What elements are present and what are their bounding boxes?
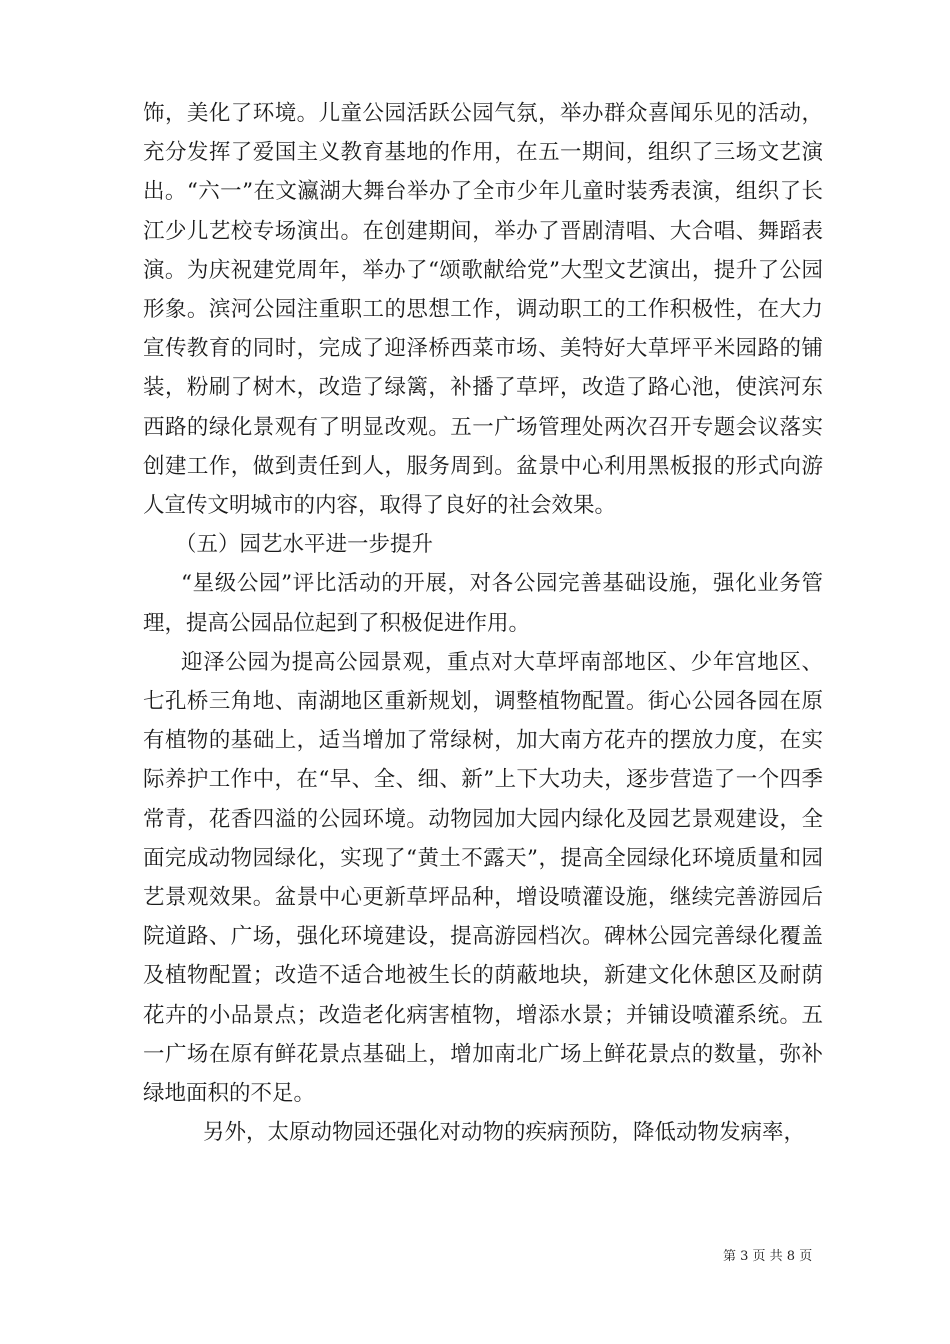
paragraph-continued: 饰，美化了环境。儿童公园活跃公园气氛，举办群众喜闻乐见的活动，充分发挥了爱国主义教育基地的作用，在五一期间，组织了三场文艺演出。“六一”在文瀛湖大舞台举办了全市少年儿童时装秀表演，组织了长江少儿艺校专场演出。在创建期间，举办了晋剧清唱、大合唱、舞蹈表演。为庆祝建党周年，举办了“颂歌献给党”大型文艺演出，提升了公园形象。滨河公园注重职工的思想工作，调动职工的工作积极性，在大力宣传教育的同时，完成了迎泽桥西菜市场、美特好大草坪平米园路的铺装，粉刷了树木，改造了绿篱，补播了草坪，改造了路心池，使滨河东西路的绿化景观有了明显改观。五一广场管理处两次召开专题会议落实创建工作，做到责任到人，服务周到。盆景中心利用黑板报的形式向游人宣传文明城市的内容，取得了良好的社会效果。 [143, 101, 823, 519]
page-number: 第 3 页 共 8 页 [723, 1249, 813, 1264]
document-body [143, 94, 823, 1152]
paragraph-yingze-park: 迎泽公园为提高公园景观，重点对大草坪南部地区、少年宫地区、七孔桥三角地、南湖地区重新规划，调整植物配置。街心公园各园在原有植物的基础上，适当增加了常绿树，加大南方花卉的摆放力度，在实际养护工作中，在“早、全、细、新”上下大功夫，逐步营造了一个四季常青，花香四溢的公园环境。动物园加大园内绿化及园艺景观建设，全面完成动物园绿化，实现了“黄土不露天”，提高全园绿化环境质量和园艺景观效果。盆景中心更新草坪品种，增设喷灌设施，继续完善游园后院道路、广场，强化环境建设，提高游园档次。碑林公园完善绿化覆盖及植物配置；改造不适合地被生长的荫蔽地块，新建文化休憩区及耐荫花卉的小品景点；改造老化病害植物，增添水景；并铺设喷灌系统。五一广场在原有鲜花景点基础上，增加南北广场上鲜花景点的数量，弥补绿地面积的不足。 [143, 649, 823, 1107]
paragraph-zoo: 另外，太原动物园还强化对动物的疾病预防，降低动物发病率， [203, 1120, 806, 1146]
paragraph-star-park: “星级公园”评比活动的开展，对各公园完善基础设施，强化业务管理，提高公园品位起到了积极促进作用。 [143, 571, 823, 636]
section-heading: （五）园艺水平进一步提升 [175, 532, 434, 558]
